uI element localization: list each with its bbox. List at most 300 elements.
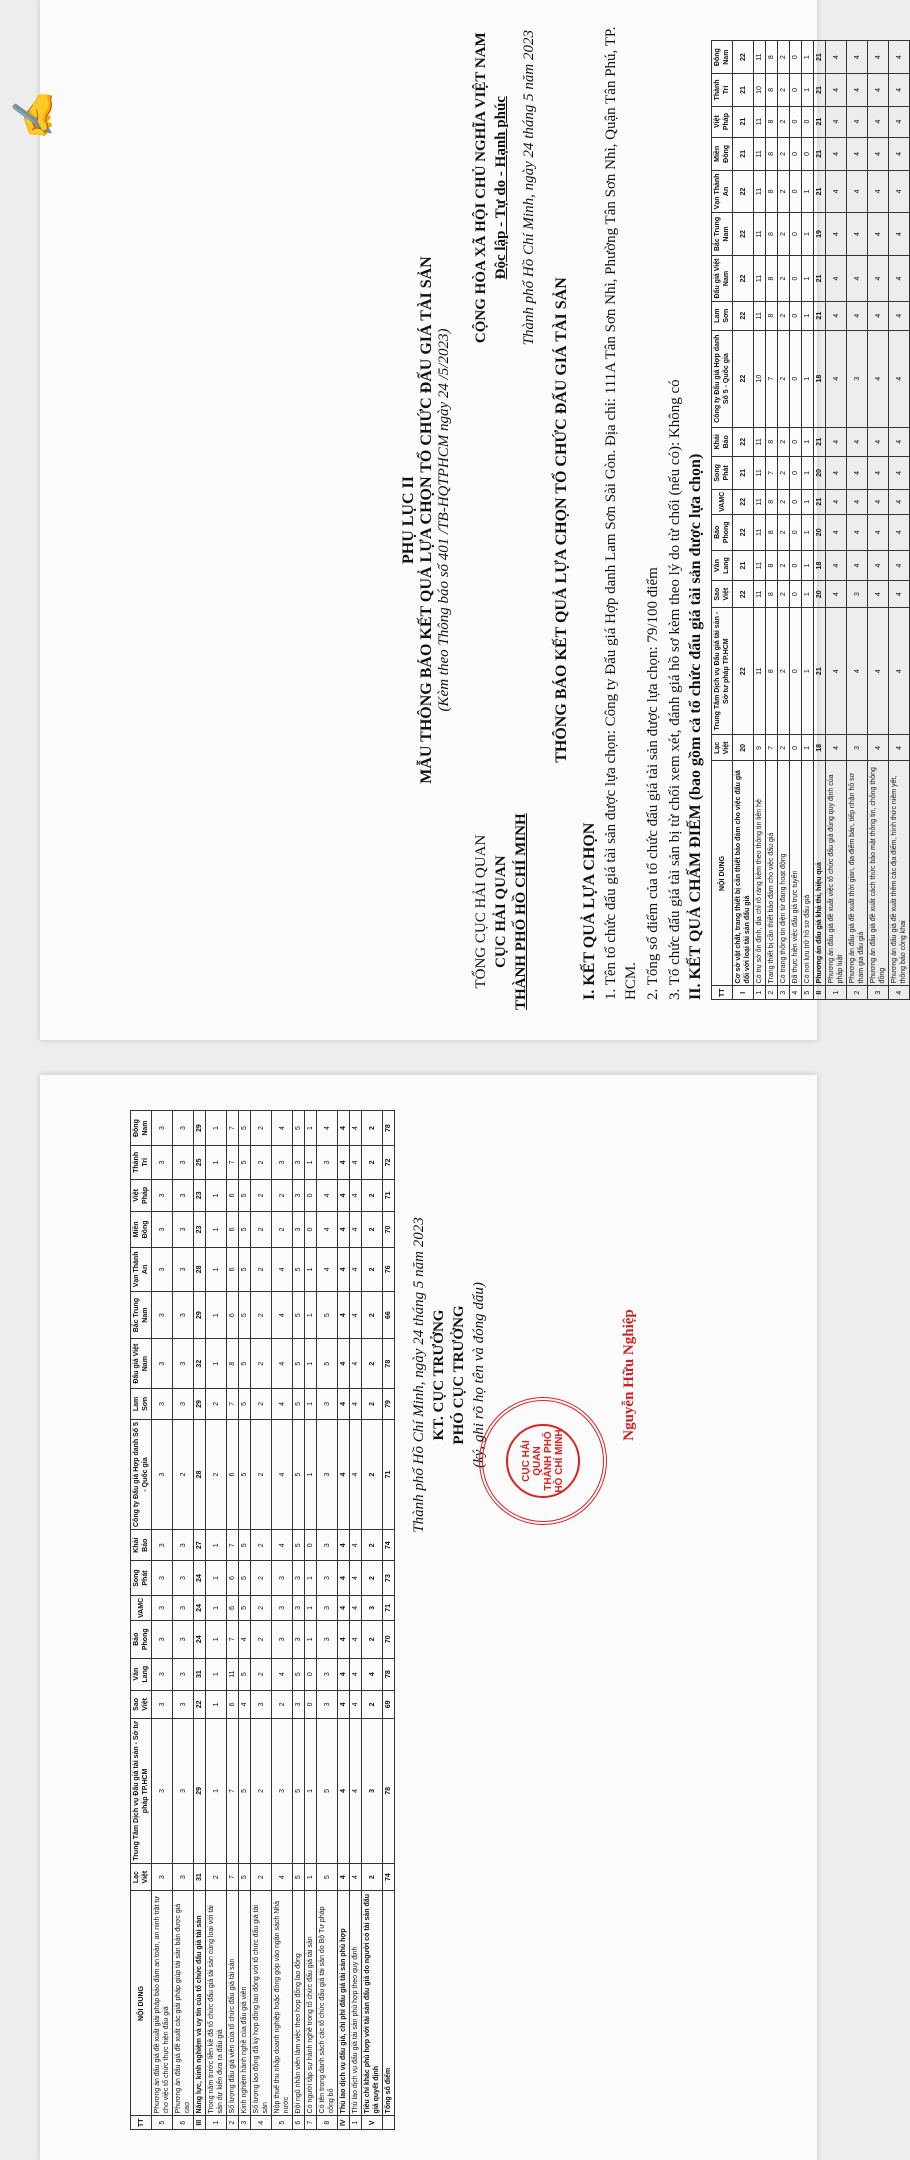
- score-cell: 11: [754, 608, 766, 735]
- score-cell: 2: [272, 1690, 293, 1718]
- score-cell: 1: [305, 1339, 317, 1389]
- score-cell: 4: [826, 608, 847, 735]
- score-cell: 6: [227, 1212, 239, 1248]
- score-cell: 1: [305, 1863, 317, 1891]
- score-cell: 3: [152, 1719, 173, 1864]
- row-number: 2: [766, 986, 778, 1000]
- score-cell: 19: [814, 212, 826, 256]
- score-cell: 2: [362, 1620, 383, 1658]
- row-number: 7: [305, 2116, 317, 2130]
- score-cell: 2: [778, 735, 790, 761]
- score-cell: 5: [293, 1863, 305, 1891]
- score-cell: 78: [383, 1339, 395, 1389]
- table-row: [847, 41, 868, 1000]
- agency-line-1: TỔNG CỤC HẢI QUAN: [473, 834, 489, 989]
- score-cell: 21: [814, 106, 826, 137]
- score-cell: 1: [802, 74, 814, 106]
- score-cell: 0: [305, 1530, 317, 1561]
- score-cell: 2: [251, 1419, 272, 1529]
- score-cell: 7: [227, 1389, 239, 1420]
- score-cell: 0: [790, 256, 802, 301]
- score-cell: 3: [152, 1863, 173, 1891]
- score-cell: 4: [350, 1339, 362, 1389]
- row-number: II: [814, 986, 826, 1000]
- page1-col-header: Văn Lang: [712, 550, 733, 581]
- page1-col-header: Đông Nam: [712, 41, 733, 74]
- table-row: [754, 41, 766, 1000]
- page1-col-header: Thành Trí: [712, 74, 733, 106]
- score-cell: 2: [272, 1212, 293, 1248]
- score-cell: 22: [733, 212, 754, 256]
- table-row: [251, 1111, 272, 2130]
- score-cell: 4: [868, 608, 889, 735]
- score-cell: 1: [206, 1111, 227, 1146]
- score-cell: 2: [778, 256, 790, 301]
- result-item-3: 3. Tổ chức đấu giá tài sản bị từ chối xem xét, đánh giá hồ sơ kèm theo lý do từ chối (nếu có): Không có: [667, 379, 683, 1000]
- table-row: [889, 41, 910, 1000]
- score-cell: 5: [293, 1419, 305, 1529]
- score-cell: 5: [239, 1212, 251, 1248]
- row-number: I: [733, 986, 754, 1000]
- score-cell: 5: [293, 1530, 305, 1561]
- score-cell: 2: [362, 1419, 383, 1529]
- page2-col-header: Đấu giá Việt Nam: [131, 1339, 152, 1389]
- score-cell: 4: [350, 1419, 362, 1529]
- page2-col-header: Văn Lang: [131, 1658, 152, 1690]
- score-cell: 8: [766, 301, 778, 330]
- score-cell: 1: [305, 1389, 317, 1420]
- score-cell: 11: [754, 427, 766, 456]
- page1-col-header: Bảo Phong: [712, 514, 733, 550]
- score-cell: 6: [227, 1247, 239, 1291]
- score-cell: 4: [889, 427, 910, 456]
- row-number: 1: [754, 986, 766, 1000]
- score-cell: 4: [272, 1863, 293, 1891]
- score-cell: 4: [317, 1111, 338, 1146]
- score-cell: 1: [305, 1719, 317, 1864]
- score-cell: 3: [152, 1212, 173, 1248]
- score-cell: 22: [733, 41, 754, 74]
- criterion-text: Phương án đấu giá khả thi, hiệu quả: [814, 761, 826, 986]
- score-cell: 8: [766, 514, 778, 550]
- page1-header-row: [712, 41, 733, 1000]
- score-cell: 5: [293, 1247, 305, 1291]
- table-row: [868, 41, 889, 1000]
- score-cell: 4: [338, 1146, 350, 1179]
- score-cell: 2: [362, 1389, 383, 1420]
- score-cell: 4: [338, 1292, 350, 1339]
- table-row: [766, 41, 778, 1000]
- score-cell: 4: [826, 330, 847, 427]
- score-cell: 1: [305, 1595, 317, 1620]
- page2-col-header: TT: [131, 2116, 152, 2130]
- score-cell: 3: [152, 1179, 173, 1212]
- score-cell: 3: [152, 1690, 173, 1718]
- score-cell: 4: [338, 1339, 350, 1389]
- score-cell: 4: [317, 1247, 338, 1291]
- score-cell: 0: [802, 106, 814, 137]
- score-cell: 4: [272, 1292, 293, 1339]
- table-row: [173, 1111, 194, 2130]
- page2-col-header: Việt Pháp: [131, 1179, 152, 1212]
- score-cell: 2: [206, 1389, 227, 1420]
- score-cell: 1: [802, 301, 814, 330]
- table-row: [227, 1111, 239, 2130]
- score-cell: 4: [868, 171, 889, 213]
- score-cell: 4: [350, 1530, 362, 1561]
- score-cell: 4: [889, 301, 910, 330]
- score-cell: 21: [733, 456, 754, 489]
- table-row: [733, 41, 754, 1000]
- criterion-text: Thù lao dịch vụ đấu giá, chi phí đấu giá tài sản phù hợp: [338, 1891, 350, 2116]
- score-cell: 4: [847, 74, 868, 106]
- score-cell: 2: [251, 1146, 272, 1179]
- page2-col-header: Đông Nam: [131, 1111, 152, 1146]
- score-cell: 0: [790, 41, 802, 74]
- score-cell: 4: [826, 171, 847, 213]
- score-cell: 1: [802, 735, 814, 761]
- page2-col-header: Bảo Phong: [131, 1620, 152, 1658]
- score-cell: 2: [778, 514, 790, 550]
- row-number: 8: [317, 2116, 338, 2130]
- page-1-landscape: [11, 0, 910, 1040]
- score-cell: 1: [206, 1719, 227, 1864]
- score-cell: 3: [362, 1595, 383, 1620]
- score-cell: 23: [194, 1212, 206, 1248]
- score-cell: 4: [350, 1690, 362, 1718]
- score-cell: 4: [868, 514, 889, 550]
- criterion-text: Đội ngũ nhân viên làm việc theo hợp đồng lao động: [293, 1891, 305, 2116]
- score-cell: 4: [826, 489, 847, 514]
- table-row: [194, 1111, 206, 2130]
- score-cell: 4: [272, 1530, 293, 1561]
- score-cell: 4: [338, 1247, 350, 1291]
- score-cell: 4: [868, 106, 889, 137]
- page2-header-row: [131, 1111, 152, 2130]
- stamp-line-1: CỤC HẢI QUAN: [521, 1440, 543, 1482]
- score-cell: 22: [733, 608, 754, 735]
- score-cell: 4: [362, 1658, 383, 1690]
- score-cell: 20: [733, 735, 754, 761]
- page1-col-header: Đấu giá Việt Nam: [712, 256, 733, 301]
- criterion-text: Phương án đấu giá đề xuất cách thức bảo mật thông tin, chống thông đồng: [868, 761, 889, 986]
- score-cell: 74: [383, 1863, 395, 1891]
- score-cell: 4: [889, 735, 910, 761]
- score-cell: 18: [814, 550, 826, 581]
- score-cell: 31: [194, 1863, 206, 1891]
- row-number: 5: [152, 2116, 173, 2130]
- row-number: 4: [889, 986, 910, 1000]
- page1-col-header: Song Phát: [712, 456, 733, 489]
- score-cell: 2: [251, 1212, 272, 1248]
- score-cell: 4: [239, 1620, 251, 1658]
- score-cell: 1: [206, 1146, 227, 1179]
- score-cell: 2: [362, 1146, 383, 1179]
- score-cell: 4: [239, 1690, 251, 1718]
- page2-col-header: VAMC: [131, 1595, 152, 1620]
- page1-col-header: TT: [712, 986, 733, 1000]
- row-number: 5: [802, 986, 814, 1000]
- score-cell: 8: [766, 427, 778, 456]
- row-number: 2: [847, 986, 868, 1000]
- score-cell: 2: [778, 137, 790, 171]
- score-cell: 4: [350, 1146, 362, 1179]
- score-cell: 2: [778, 41, 790, 74]
- score-cell: 20: [814, 514, 826, 550]
- row-number: V: [362, 2116, 383, 2130]
- score-cell: 2: [251, 1179, 272, 1212]
- score-cell: 7: [766, 456, 778, 489]
- score-cell: 21: [814, 427, 826, 456]
- page1-col-header: Lạc Việt: [712, 735, 733, 761]
- score-cell: 4: [889, 137, 910, 171]
- score-cell: 2: [778, 456, 790, 489]
- score-cell: 25: [194, 1146, 206, 1179]
- score-cell: 5: [293, 1339, 305, 1389]
- row-number: 4: [790, 986, 802, 1000]
- page2-col-header: Công ty Đấu giá Hợp danh Số 5 - Quốc gia: [131, 1419, 152, 1529]
- page1-col-header: NỘI DUNG: [712, 761, 733, 986]
- score-cell: 3: [317, 1690, 338, 1718]
- score-cell: 4: [350, 1561, 362, 1596]
- criterion-text: Có nơi lưu trữ hồ sơ đấu giá: [802, 761, 814, 986]
- criterion-text: Phương án đấu giá đề xuất thời gian, địa điểm bán, tiếp nhận hồ sơ tham gia đấu giá: [847, 761, 868, 986]
- score-cell: 4: [826, 581, 847, 608]
- score-cell: 2: [778, 581, 790, 608]
- score-cell: 2: [362, 1247, 383, 1291]
- score-cell: 1: [305, 1419, 317, 1529]
- score-cell: 3: [173, 1292, 194, 1339]
- score-cell: 5: [317, 1863, 338, 1891]
- score-cell: 4: [338, 1419, 350, 1529]
- score-cell: 4: [889, 489, 910, 514]
- score-cell: 29: [194, 1719, 206, 1864]
- page2-col-header: Song Phát: [131, 1561, 152, 1596]
- score-cell: 3: [317, 1146, 338, 1179]
- score-cell: 3: [152, 1561, 173, 1596]
- score-cell: 29: [194, 1111, 206, 1146]
- score-cell: 8: [766, 550, 778, 581]
- score-cell: 5: [239, 1339, 251, 1389]
- page2-col-header: NỘI DUNG: [131, 1891, 152, 2116]
- score-cell: 3: [317, 1620, 338, 1658]
- score-cell: 1: [206, 1530, 227, 1561]
- table-row: [814, 41, 826, 1000]
- score-cell: 73: [383, 1561, 395, 1596]
- score-cell: 8: [766, 581, 778, 608]
- table-row: [272, 1111, 293, 2130]
- score-cell: 4: [338, 1595, 350, 1620]
- score-cell: 4: [350, 1863, 362, 1891]
- score-cell: 3: [317, 1530, 338, 1561]
- page1-col-header: Việt Pháp: [712, 106, 733, 137]
- score-cell: 5: [239, 1658, 251, 1690]
- score-cell: 1: [206, 1179, 227, 1212]
- score-cell: 2: [362, 1111, 383, 1146]
- score-cell: 1: [206, 1620, 227, 1658]
- score-cell: 3: [272, 1719, 293, 1864]
- score-cell: 0: [790, 608, 802, 735]
- score-cell: 24: [194, 1595, 206, 1620]
- score-cell: 5: [239, 1389, 251, 1420]
- score-cell: 4: [350, 1179, 362, 1212]
- row-number: 5: [272, 2116, 293, 2130]
- score-cell: 5: [293, 1658, 305, 1690]
- score-cell: 4: [826, 735, 847, 761]
- score-cell: 4: [826, 74, 847, 106]
- criterion-text: Phương án đấu giá đề xuất thêm các địa điểm, hình thức niêm yết, thông báo công khai: [889, 761, 910, 986]
- score-cell: 8: [766, 489, 778, 514]
- score-cell: 5: [239, 1146, 251, 1179]
- score-cell: 6: [227, 1419, 239, 1529]
- score-cell: 27: [194, 1530, 206, 1561]
- criterion-text: Có tên trong danh sách các tổ chức đấu giá tài sản do Bộ Tư pháp công bố: [317, 1891, 338, 2116]
- score-cell: 71: [383, 1419, 395, 1529]
- score-cell: 2: [778, 489, 790, 514]
- page1-col-header: Vạn Thành An: [712, 171, 733, 213]
- score-cell: 4: [889, 256, 910, 301]
- table-row: [293, 1111, 305, 2130]
- score-cell: 4: [868, 456, 889, 489]
- table-row: [383, 1111, 395, 2130]
- score-cell: 24: [194, 1561, 206, 1596]
- table-row: [790, 41, 802, 1000]
- score-cell: 1: [206, 1212, 227, 1248]
- score-cell: 2: [362, 1339, 383, 1389]
- date-line: Thành phố Hồ Chí Minh, ngày 24 tháng 5 năm 2023: [521, 30, 537, 346]
- score-cell: 7: [227, 1863, 239, 1891]
- score-cell: 3: [293, 1179, 305, 1212]
- score-cell: 0: [790, 550, 802, 581]
- score-cell: 1: [206, 1561, 227, 1596]
- score-cell: 3: [272, 1595, 293, 1620]
- score-cell: 1: [206, 1595, 227, 1620]
- score-cell: 3: [847, 330, 868, 427]
- score-cell: 4: [889, 106, 910, 137]
- criterion-text: Năng lực, kinh nghiệm và uy tín của tổ chức đấu giá tài sản: [194, 1891, 206, 2116]
- score-cell: 8: [766, 171, 778, 213]
- score-cell: 22: [733, 256, 754, 301]
- score-cell: 9: [754, 735, 766, 761]
- score-cell: 3: [317, 1389, 338, 1420]
- score-cell: 3: [317, 1561, 338, 1596]
- score-cell: 1: [802, 256, 814, 301]
- row-number: 1: [206, 2116, 227, 2130]
- score-cell: 2: [362, 1530, 383, 1561]
- score-cell: 71: [383, 1595, 395, 1620]
- score-cell: 0: [790, 456, 802, 489]
- score-cell: 4: [338, 1620, 350, 1658]
- score-cell: 4: [272, 1111, 293, 1146]
- score-cell: 6: [227, 1561, 239, 1596]
- score-cell: 3: [272, 1146, 293, 1179]
- score-cell: 4: [847, 137, 868, 171]
- nation-motto: Độc lập - Tự do - Hạnh phúc: [493, 96, 509, 280]
- score-cell: 2: [251, 1292, 272, 1339]
- score-cell: 4: [272, 1389, 293, 1420]
- score-cell: 1: [206, 1690, 227, 1718]
- score-cell: 3: [152, 1530, 173, 1561]
- page1-col-header: Trung Tâm Dịch vụ Đấu giá tài sản - Sở tư pháp TP.HCM: [712, 608, 733, 735]
- score-cell: 2: [778, 106, 790, 137]
- score-cell: 4: [338, 1111, 350, 1146]
- score-cell: 0: [790, 106, 802, 137]
- score-cell: 4: [826, 514, 847, 550]
- criterion-text: Có trang thông tin điện tử đang hoạt động: [778, 761, 790, 986]
- score-cell: 2: [272, 1179, 293, 1212]
- score-cell: 66: [383, 1292, 395, 1339]
- score-cell: 3: [173, 1863, 194, 1891]
- score-cell: 76: [383, 1247, 395, 1291]
- score-cell: 4: [826, 427, 847, 456]
- score-cell: 3: [251, 1690, 272, 1718]
- score-cell: 1: [206, 1339, 227, 1389]
- page1-col-header: Công ty Đấu giá Hợp danh Số 5 - Quốc gia: [712, 330, 733, 427]
- score-cell: 5: [239, 1863, 251, 1891]
- score-cell: 7: [766, 735, 778, 761]
- score-cell: 4: [826, 212, 847, 256]
- score-cell: 4: [317, 1179, 338, 1212]
- criterion-text: Phương án đấu giá đề xuất các giải pháp giúp tài sản bán được giá cao: [173, 1891, 194, 2116]
- criterion-text: Đã thực hiện việc đấu giá trực tuyến: [790, 761, 802, 986]
- score-cell: 6: [227, 1690, 239, 1718]
- page2-col-header: Trung Tâm Dịch vụ Đấu giá tài sản - Sở tư pháp TP.HCM: [131, 1719, 152, 1864]
- score-cell: 2: [778, 608, 790, 735]
- score-cell: 28: [194, 1419, 206, 1529]
- score-cell: 3: [293, 1620, 305, 1658]
- score-cell: 1: [802, 427, 814, 456]
- table-row: [317, 1111, 338, 2130]
- score-cell: 11: [754, 106, 766, 137]
- score-cell: 1: [802, 514, 814, 550]
- criterion-text: Số lượng lao động đã ký hợp đồng lao động với tổ chức đấu giá tài sản: [251, 1891, 272, 2116]
- page2-col-header: Lam Sơn: [131, 1389, 152, 1420]
- score-cell: 70: [383, 1620, 395, 1658]
- score-cell: 3: [173, 1719, 194, 1864]
- table-row: [206, 1111, 227, 2130]
- score-cell: 4: [868, 581, 889, 608]
- score-cell: 0: [305, 1690, 317, 1718]
- sign-role-2: PHÓ CỤC TRƯỞNG: [451, 1305, 467, 1445]
- score-cell: 4: [826, 550, 847, 581]
- form-title: MẪU THÔNG BÁO KẾT QUẢ LỰA CHỌN TỔ CHỨC ĐẤU GIÁ TÀI SẢN: [418, 256, 435, 784]
- score-cell: 4: [889, 74, 910, 106]
- table-row: [778, 41, 790, 1000]
- criterion-text: Tiêu chí khác phù hợp với tài sản đấu giá do người có tài sản đấu giá quyết định: [362, 1891, 383, 2116]
- score-cell: 5: [293, 1111, 305, 1146]
- score-cell: 7: [227, 1620, 239, 1658]
- score-cell: 0: [305, 1212, 317, 1248]
- score-cell: 2: [251, 1247, 272, 1291]
- score-cell: 5: [239, 1419, 251, 1529]
- row-number: 4: [251, 2116, 272, 2130]
- score-cell: 4: [889, 41, 910, 74]
- score-cell: 21: [814, 301, 826, 330]
- score-cell: 21: [814, 171, 826, 213]
- score-cell: 18: [814, 330, 826, 427]
- score-cell: 2: [251, 1658, 272, 1690]
- row-number: IV: [338, 2116, 350, 2130]
- score-cell: 4: [272, 1419, 293, 1529]
- score-cell: 8: [766, 256, 778, 301]
- score-cell: 21: [814, 256, 826, 301]
- score-cell: 2: [173, 1419, 194, 1529]
- score-cell: 5: [317, 1292, 338, 1339]
- agency-line-3: THÀNH PHỐ HỒ CHÍ MINH: [513, 813, 529, 1010]
- score-cell: 4: [350, 1212, 362, 1248]
- score-cell: 4: [889, 456, 910, 489]
- score-cell: 4: [868, 256, 889, 301]
